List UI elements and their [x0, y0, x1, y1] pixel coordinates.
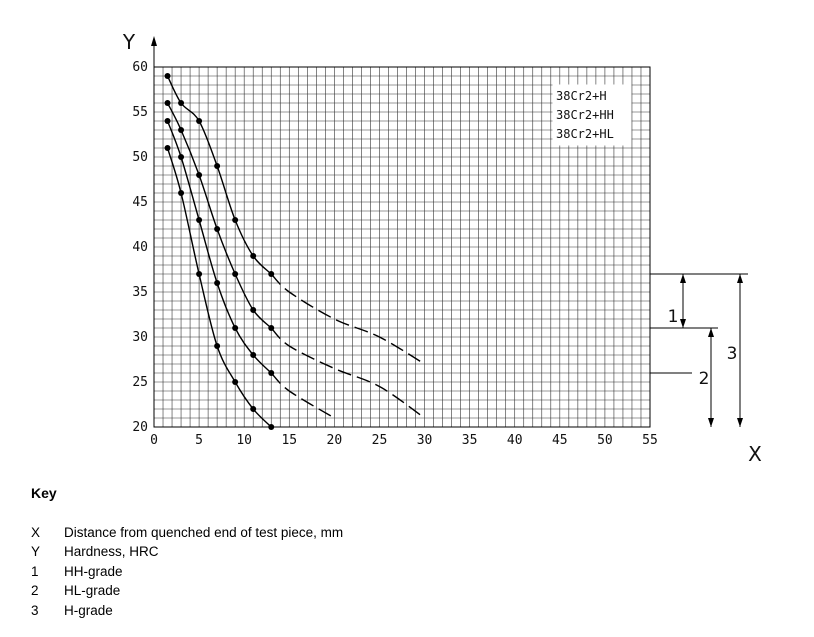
data-point: [196, 271, 202, 277]
y-tick-label: 40: [132, 240, 148, 255]
key-symbol: 2: [31, 583, 39, 598]
data-point: [178, 154, 184, 160]
key-text: Hardness, HRC: [64, 544, 159, 559]
key-symbol: 1: [31, 563, 39, 579]
data-point: [232, 379, 238, 385]
y-tick-label: 25: [132, 375, 148, 390]
band-annotations: [650, 274, 748, 427]
x-tick-label: 5: [195, 433, 204, 448]
x-tick-label: 10: [236, 433, 253, 448]
key-row-2: [31, 581, 343, 601]
chart-axes: [122, 30, 762, 466]
band-arrowhead-top: [680, 274, 686, 283]
data-point: [178, 100, 184, 106]
data-point: [268, 271, 274, 277]
x-tick-label: 15: [281, 433, 298, 448]
data-point: [165, 100, 171, 106]
key-text: Distance from quenched end of test piece, mm: [64, 524, 344, 540]
key-text: H-grade: [64, 602, 113, 618]
x-tick-label: 30: [416, 433, 433, 448]
x-axis-label: X: [748, 442, 762, 466]
band-arrowhead-bottom: [737, 418, 743, 427]
data-point: [250, 406, 256, 412]
data-point: [250, 307, 256, 313]
x-tick-label: 20: [326, 433, 343, 448]
data-point: [214, 163, 220, 169]
y-axis-arrow: [151, 36, 157, 46]
y-tick-label: 55: [132, 105, 148, 120]
y-tick-label: 60: [132, 60, 148, 75]
band-label-2: 2: [698, 369, 710, 389]
band-arrowhead-top: [708, 328, 714, 337]
data-point: [268, 424, 274, 430]
key-text: HL-grade: [64, 583, 121, 598]
key-row-3: [31, 601, 343, 621]
legend-entry: 38Cr2+HL: [556, 127, 614, 141]
data-point: [165, 145, 171, 151]
key-title: Key: [31, 485, 57, 501]
key-row-x: [31, 523, 343, 543]
key-row-1: [31, 562, 343, 582]
legend-entry: 38Cr2+HH: [556, 108, 614, 122]
chart-legend: [553, 85, 631, 145]
data-point: [214, 343, 220, 349]
x-tick-label: 0: [150, 433, 158, 448]
data-point: [214, 226, 220, 232]
curve-dashed-3: [271, 373, 334, 418]
data-point: [196, 118, 202, 124]
data-point: [214, 280, 220, 286]
data-point: [232, 325, 238, 331]
data-point: [196, 217, 202, 223]
band-1: [680, 274, 686, 328]
y-tick-label: 45: [132, 195, 148, 210]
x-tick-label: 55: [642, 433, 658, 448]
data-point: [165, 118, 171, 124]
data-point: [178, 190, 184, 196]
data-point: [268, 325, 274, 331]
key-symbol: X: [31, 524, 41, 540]
x-tick-label: 45: [551, 433, 568, 448]
y-tick-label: 20: [132, 420, 148, 435]
band-arrowhead-top: [737, 274, 743, 283]
x-tick-label: 35: [461, 433, 478, 448]
x-tick-label: 25: [371, 433, 388, 448]
key-symbol: Y: [31, 544, 41, 559]
band-arrowhead-bottom: [708, 418, 714, 427]
key-section: [31, 484, 343, 620]
data-point: [165, 73, 171, 79]
curve-solid-2: [168, 103, 272, 328]
key-text: HH-grade: [64, 563, 123, 579]
data-point: [232, 217, 238, 223]
key-row-y: [31, 542, 343, 562]
y-tick-label: 35: [132, 285, 148, 300]
legend-entry: 38Cr2+H: [556, 89, 607, 103]
y-axis-label: Y: [122, 30, 136, 54]
data-point: [232, 271, 238, 277]
y-tick-label: 50: [132, 150, 148, 165]
data-point: [250, 253, 256, 259]
x-tick-label: 50: [597, 433, 613, 448]
key-symbol: 3: [31, 602, 39, 618]
band-3: [737, 274, 743, 427]
y-tick-label: 30: [132, 330, 148, 345]
x-tick-label: 40: [506, 433, 523, 448]
data-point: [196, 172, 202, 178]
band-label-1: 1: [667, 307, 679, 327]
data-point: [178, 127, 184, 133]
chart-curves: [165, 73, 425, 430]
data-point: [268, 370, 274, 376]
band-arrowhead-bottom: [680, 319, 686, 328]
data-point: [250, 352, 256, 358]
band-label-3: 3: [726, 344, 738, 364]
